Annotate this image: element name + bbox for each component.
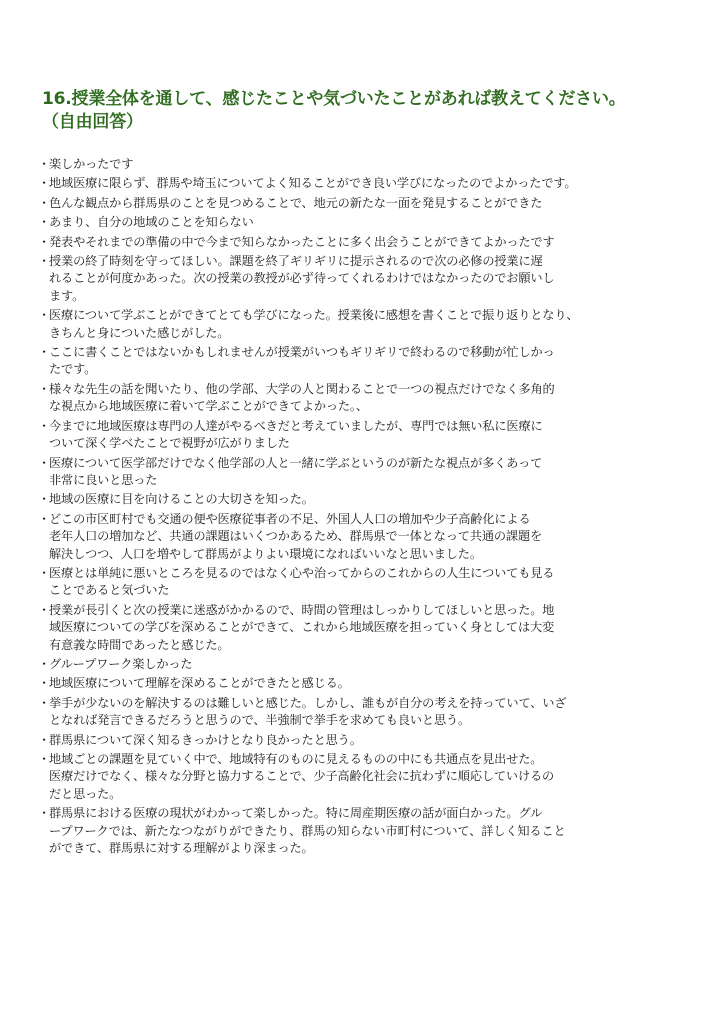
answer-item xyxy=(38,156,688,173)
answer-text-line: ができて、群馬県に対する理解がより深まった。 xyxy=(49,841,314,856)
answer-text-line: 群馬県における医療の現状がわかって楽しかった。特に周産期医療の話が面白かった。グル xyxy=(49,806,543,821)
question-subtitle: （自由回答） xyxy=(42,112,143,132)
bullet-mark: ・ xyxy=(38,565,51,580)
answer-text-line: ープワークでは、新たなつながりができたり、群馬の知らない市町村について、詳しく知ること xyxy=(49,823,566,838)
answer-text-line: あまり、自分の地域のことを知らない xyxy=(49,215,254,230)
bullet-mark: ・ xyxy=(38,602,51,617)
answer-text-line: ここに書くことではないかもしれませんが授業がいつもギリギリで終わるので移動が忙しかっ xyxy=(49,345,555,360)
answer-text-line: 色んな観点から群馬県のことを見つめることで、地元の新たな一面を発見することができた xyxy=(49,195,543,210)
answer-item xyxy=(38,418,688,453)
answer-text-line: ます。 xyxy=(49,288,85,303)
bullet-mark: ・ xyxy=(38,676,51,691)
bullet-mark: ・ xyxy=(38,157,51,171)
answer-text-line: グループワーク楽しかった xyxy=(49,656,193,671)
answer-text-line: たです。 xyxy=(49,362,97,377)
answer-text-line: 地域医療について理解を深めることができたと感じる。 xyxy=(49,676,350,691)
answer-text-line: どこの市区町村でも交通の便や医療従事者の不足、外国人人口の増加や少子高齢化による xyxy=(49,511,531,526)
answer-item xyxy=(38,565,688,600)
answer-item xyxy=(38,695,688,730)
answer-text-line: ことであると気づいた xyxy=(49,583,170,598)
answer-list xyxy=(38,156,688,859)
answer-text-line: 地域ごとの課題を見ていく中で、地域特有のものに見えるものの中にも共通点を見出せた。 xyxy=(49,752,543,766)
answer-text-line: な視点から地域医療に着いて学ぶことができてよかった。、 xyxy=(49,399,368,414)
bullet-mark: ・ xyxy=(38,492,51,507)
answer-text-line: 挙手が少ないのを解決するのは難しいと感じた。しかし、誰もが自分の考えを持っていて、いざ xyxy=(49,695,567,710)
bullet-mark: ・ xyxy=(38,254,51,269)
bullet-mark: ・ xyxy=(38,732,51,747)
answer-item xyxy=(38,175,688,192)
answer-item xyxy=(38,732,688,749)
bullet-mark: ・ xyxy=(38,455,51,470)
answer-text-line: 医療について学ぶことができてとても学びになった。授業後に感想を書くことで振り返りとなり、 xyxy=(49,308,579,323)
answer-text-line: れることが何度かあった。次の授業の教授が必ず待ってくれるわけではなかったのでお願いし xyxy=(49,271,555,286)
answer-text-line: 楽しかったです xyxy=(49,157,134,171)
answer-item xyxy=(38,805,688,857)
answer-text-line: 地域の医療に目を向けることの大切さを知った。 xyxy=(49,492,314,507)
answer-text-line: だと思った。 xyxy=(49,786,122,801)
bullet-mark: ・ xyxy=(38,345,51,360)
answer-item xyxy=(38,751,688,803)
bullet-mark: ・ xyxy=(38,752,51,766)
bullet-mark: ・ xyxy=(38,176,51,191)
bullet-mark: ・ xyxy=(38,234,51,249)
bullet-mark: ・ xyxy=(38,195,51,210)
answer-item xyxy=(38,491,688,508)
answer-item xyxy=(38,344,688,379)
answer-item xyxy=(38,214,688,231)
answer-text-line: 非常に良いと思った xyxy=(49,472,158,487)
answer-text-line: 様々な先生の話を聞いたり、他の学部、大学の人と関わることで一つの視点だけでなく多角的 xyxy=(49,381,555,396)
answer-text-line: 医療について医学部だけでなく他学部の人と一緒に学ぶというのが新たな視点が多くあって xyxy=(49,455,543,470)
answer-text-line: 老年人口の増加など、共通の課題はいくつかあるため、群馬県で一体となって共通の課題を xyxy=(49,529,543,544)
answer-item xyxy=(38,253,688,305)
answer-item xyxy=(38,234,688,251)
answer-text-line: 発表やそれまでの準備の中で今まで知らなかったことに多く出会うことができてよかったです xyxy=(49,234,555,249)
answer-text-line: 地域医療に限らず、群馬や埼玉についてよく知ることができ良い学びになったのでよかったです。 xyxy=(49,176,577,191)
answer-item xyxy=(38,195,688,212)
answer-item xyxy=(38,381,688,416)
bullet-mark: ・ xyxy=(38,511,51,526)
bullet-mark: ・ xyxy=(38,308,51,323)
answer-text-line: 解決しつつ、人口を増やして群馬がよりよい環境になればいいなと思いました。 xyxy=(49,546,482,561)
answer-text-line: 医療とは単純に悪いところを見るのではなく心や治ってからのこれからの人生についても見る xyxy=(49,565,555,580)
bullet-mark: ・ xyxy=(38,418,51,433)
answer-item xyxy=(38,675,688,692)
answer-text-line: 医療だけでなく、様々な分野と協力することで、少子高齢化社会に抗わずに順応していけるの xyxy=(49,769,555,784)
answer-item xyxy=(38,602,688,654)
answer-item xyxy=(38,307,688,342)
bullet-mark: ・ xyxy=(38,695,51,710)
bullet-mark: ・ xyxy=(38,656,51,671)
bullet-mark: ・ xyxy=(38,381,51,396)
answer-text-line: 群馬県について深く知るきっかけとなり良かったと思う。 xyxy=(49,732,362,747)
answer-text-line: きちんと身についた感じがした。 xyxy=(49,325,230,340)
answer-item xyxy=(38,656,688,673)
answer-text-line: となれば発言できるだろうと思うので、半強制で挙手を求めても良いと思う。 xyxy=(49,713,471,728)
answer-text-line: 授業が長引くと次の授業に迷惑がかかるので、時間の管理はしっかりしてほしいと思った。地 xyxy=(49,602,555,617)
bullet-mark: ・ xyxy=(38,806,51,821)
answer-text-line: 域医療についての学びを深めることができて、これから地域医療を担っていく身としては大変 xyxy=(49,620,555,635)
answer-text-line: 有意義な時間であったと感じた。 xyxy=(49,637,230,652)
question-title: 16.授業全体を通して、感じたことや気づいたことがあれば教えてください。 xyxy=(42,89,626,109)
bullet-mark: ・ xyxy=(38,215,51,230)
question-heading xyxy=(42,88,682,134)
answer-text-line: 授業の終了時刻を守ってほしい。課題を終了ギリギリに提示されるので次の必修の授業に遅 xyxy=(49,254,543,269)
answer-text-line: 今までに地域医療は専門の人達がやるべきだと考えていましたが、専門では無い私に医療に xyxy=(49,418,543,433)
answer-text-line: ついて深く学べたことで視野が広がりました xyxy=(49,436,290,451)
answer-item xyxy=(38,511,688,563)
answer-item xyxy=(38,455,688,490)
